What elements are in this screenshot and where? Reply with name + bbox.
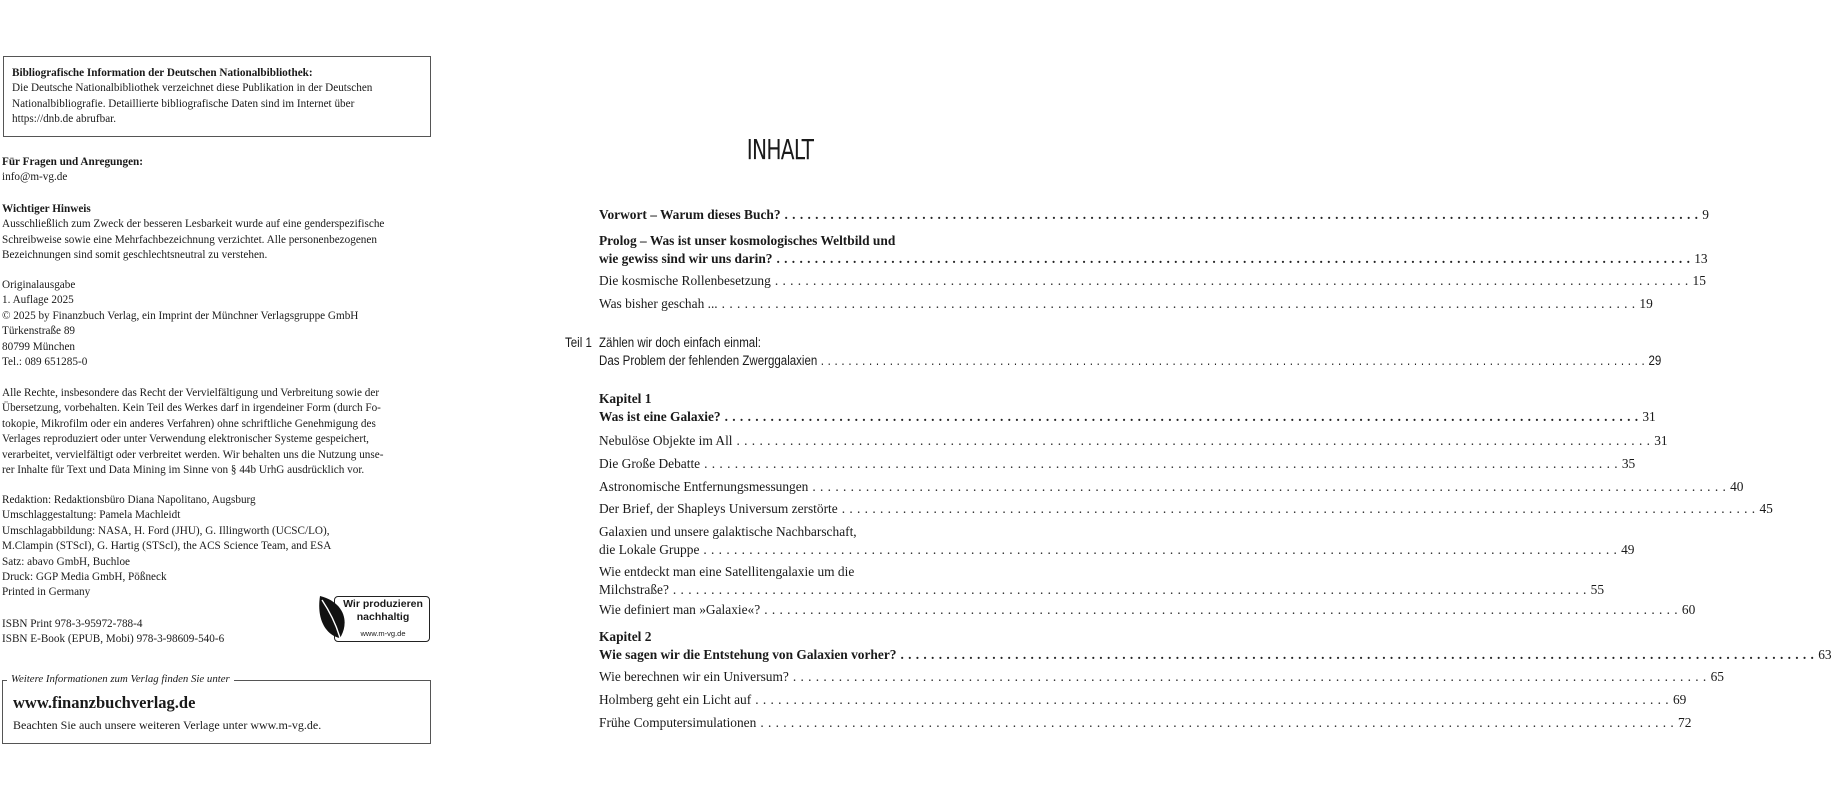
toc-entry-title: Holmberg geht ein Licht auf <box>599 691 755 709</box>
toc-page-number: 15 <box>1692 273 1706 288</box>
leader-dots: ........................................................................................................................ <box>755 692 1673 707</box>
toc-entry-title: Wie sagen wir die Entstehung von Galaxien vorher? <box>599 646 900 664</box>
publisher-note: Beachten Sie auch unsere weiteren Verlage unter www.m-vg.de. <box>13 718 322 732</box>
toc-title: INHALT <box>746 133 814 166</box>
toc-entry-title: Was bisher geschah ... <box>599 295 722 313</box>
isbn-line: ISBN E-Book (EPUB, Mobi) 978-3-98609-540-6 <box>2 633 225 646</box>
credits-line: Printed in Germany <box>2 586 91 599</box>
toc-entry[interactable] <box>599 390 1656 426</box>
questions-heading: Für Fragen und Anregungen: <box>2 156 144 168</box>
rights-line: verarbeitet, vervielfältigt oder verbreitet werden. Wir behalten uns die Nutzung unse- <box>2 448 384 461</box>
toc-page-number: 63 <box>1818 647 1832 662</box>
leader-dots: ........................................................................................................................ <box>724 409 1643 424</box>
credits-block <box>2 493 434 601</box>
badge-title: Wir produzieren nachhaltig <box>343 598 423 623</box>
toc-page-number: 49 <box>1621 542 1635 557</box>
rights-block <box>2 386 434 478</box>
edition-line: 80799 München <box>2 340 76 353</box>
toc-page-number: 60 <box>1681 602 1696 617</box>
toc-page-number: 13 <box>1694 251 1708 266</box>
leader-dots: ........................................................................................................................ <box>672 582 1591 597</box>
toc-page-number: 55 <box>1590 582 1605 597</box>
isbn-line: ISBN Print 978-3-95972-788-4 <box>2 618 143 630</box>
toc-entry-title: Die kosmische Rollenbesetzung <box>599 272 775 290</box>
publisher-web-box <box>2 673 431 744</box>
leader-dots: ........................................................................................................................ <box>820 353 1649 368</box>
toc-page-number: 31 <box>1642 409 1656 424</box>
toc-page-number: 31 <box>1654 433 1668 448</box>
toc-entry-title: Astronomische Entfernungsmessungen <box>599 478 812 496</box>
toc-entry[interactable] <box>599 563 1605 599</box>
toc-entry-title: die Lokale Gruppe <box>599 541 703 559</box>
leader-dots: ........................................................................................................................ <box>721 296 1640 311</box>
leader-dots: ........................................................................................................................ <box>736 433 1655 448</box>
toc-entry[interactable] <box>599 714 1692 732</box>
toc-entry-title: Was ist eine Galaxie? <box>599 408 725 426</box>
part-label: Teil 1 <box>565 335 592 350</box>
toc-entry-title: Kapitel 1 <box>599 390 655 408</box>
biblio-line: Nationalbibliografie. Detaillierte bibliografische Daten sind im Internet über <box>12 97 355 110</box>
toc-page-number: 72 <box>1678 715 1692 730</box>
edition-block <box>2 278 434 370</box>
hint-block <box>2 202 434 264</box>
toc-entry-title: Vorwort – Warum dieses Buch? <box>599 206 785 224</box>
toc-entry-title: Galaxien und unsere galaktische Nachbarschaft, <box>599 523 861 541</box>
toc-entry[interactable] <box>599 232 1708 268</box>
toc-page-number: 35 <box>1621 456 1636 471</box>
leader-dots: ........................................................................................................................ <box>760 715 1679 730</box>
toc-page-number: 65 <box>1710 669 1724 684</box>
toc-page-number: 45 <box>1759 501 1773 516</box>
toc-entry-title: Milchstraße? <box>599 581 673 599</box>
credits-line: Satz: abavo GmbH, Buchloe <box>2 555 131 568</box>
leader-dots: ........................................................................................................................ <box>812 479 1731 494</box>
credits-line: Redaktion: Redaktionsbüro Diana Napolitano, Augsburg <box>2 494 256 506</box>
toc-entry-title: Wie berechnen wir ein Universum? <box>599 668 793 686</box>
toc-entry[interactable] <box>599 628 1832 664</box>
rights-line: Verlages reproduziert oder unter Verwendung elektronischer Systeme gespeichert, <box>2 433 369 446</box>
toc-entry-title: Prolog – Was ist unser kosmologisches Weltbild und <box>599 232 899 250</box>
toc-entry[interactable] <box>599 295 1653 313</box>
toc-entry[interactable] <box>599 272 1706 290</box>
toc-entry[interactable] <box>599 500 1773 518</box>
credits-line: M.Clampin (STScI), G. Hartig (STScI), the ACS Science Team, and ESA <box>2 540 332 553</box>
leader-dots: ........................................................................................................................ <box>774 273 1693 288</box>
toc-entry-title: Die Große Debatte <box>599 455 704 473</box>
toc-entry[interactable] <box>599 455 1636 473</box>
credits-line: Umschlagabbildung: NASA, H. Ford (JHU), G. Illingworth (UCSC/LO), <box>2 524 330 537</box>
edition-line: © 2025 by Finanzbuch Verlag, ein Imprint der Münchner Verlagsgruppe GmbH <box>2 309 359 322</box>
hint-heading: Wichtiger Hinweis <box>2 203 91 215</box>
leader-dots: ........................................................................................................................ <box>704 456 1622 471</box>
leader-dots: ........................................................................................................................ <box>792 669 1711 684</box>
badge-url: www.m-vg.de <box>360 629 406 638</box>
toc-page-number: 69 <box>1672 692 1687 707</box>
edition-line: Originalausgabe <box>2 279 76 291</box>
leader-dots: ........................................................................................................................ <box>900 647 1819 662</box>
toc-entry[interactable] <box>599 523 1635 559</box>
toc-entry-title: Nebulöse Objekte im All <box>599 432 737 450</box>
toc-entry[interactable] <box>599 334 1662 370</box>
rights-line: rer Inhalte für Text und Data Mining im Sinne von § 44b UrhG ausdrücklich vor. <box>2 464 365 477</box>
toc-entry[interactable] <box>599 601 1696 619</box>
toc-entry-title: Kapitel 2 <box>599 628 655 646</box>
toc-entry[interactable] <box>599 668 1724 686</box>
leader-dots: ........................................................................................................................ <box>776 251 1695 266</box>
questions-block <box>2 155 434 186</box>
rights-line: Alle Rechte, insbesondere das Recht der Vervielfältigung und Verbreitung sowie der <box>2 387 380 399</box>
edition-line: Tel.: 089 651285-0 <box>2 356 88 369</box>
rights-line: tokopie, Mikrofilm oder ein anderes Verfahren) ohne schriftliche Genehmigung des <box>2 417 376 430</box>
toc-page-number: 29 <box>1648 353 1662 368</box>
toc-entry-title: Frühe Computersimulationen <box>599 714 760 732</box>
toc-entry[interactable] <box>599 691 1687 709</box>
leader-dots: ........................................................................................................................ <box>841 501 1760 516</box>
leader-dots: ........................................................................................................................ <box>764 602 1682 617</box>
toc-entry-title: Zählen wir doch einfach einmal: <box>599 334 764 352</box>
hint-line: Ausschließlich zum Zweck der besseren Lesbarkeit wurde auf eine genderspezifische <box>2 218 385 231</box>
biblio-line: https://dnb.de abrufbar. <box>12 113 117 126</box>
toc-entry-title: wie gewiss sind wir uns darin? <box>599 250 777 268</box>
rights-line: Übersetzung, vorbehalten. Kein Teil des Werkes darf in irgendeiner Form (durch Fo- <box>2 402 381 415</box>
sustainability-badge <box>316 592 430 644</box>
toc-page-number: 40 <box>1730 479 1744 494</box>
edition-line: Türkenstraße 89 <box>2 325 76 338</box>
edition-line: 1. Auflage 2025 <box>2 294 74 307</box>
leader-dots: ........................................................................................................................ <box>784 207 1703 222</box>
toc-entry-title: Der Brief, der Shapleys Universum zerstörte <box>599 500 842 518</box>
toc-entry-title: Wie entdeckt man eine Satellitengalaxie um die <box>599 563 858 581</box>
hint-line: Bezeichnungen sind somit geschlechtsneutral zu verstehen. <box>2 249 268 262</box>
toc-entry[interactable] <box>599 478 1744 496</box>
toc-entry[interactable] <box>599 432 1668 450</box>
hint-line: Schreibweise sowie eine Mehrfachbezeichnung verzichtet. Alle personenbezogenen <box>2 233 377 246</box>
toc-entry-title: Wie definiert man »Galaxie«? <box>599 601 764 619</box>
toc-entry[interactable] <box>599 206 1709 224</box>
web-legend: Weitere Informationen zum Verlag finden Sie unter <box>7 672 234 687</box>
toc-entry-title: Das Problem der fehlenden Zwerggalaxien <box>599 352 821 370</box>
publisher-url[interactable]: www.finanzbuchverlag.de <box>13 693 196 712</box>
toc-page-number: 9 <box>1702 207 1709 222</box>
biblio-line: Die Deutsche Nationalbibliothek verzeichnet diese Publikation in der Deutschen <box>12 82 373 95</box>
biblio-heading: Bibliografische Information der Deutschen Nationalbibliothek: <box>12 67 313 79</box>
credits-line: Umschlaggestaltung: Pamela Machleidt <box>2 509 181 522</box>
bibliographic-info-box <box>3 56 431 137</box>
credits-line: Druck: GGP Media GmbH, Pößneck <box>2 571 167 584</box>
leader-dots: ........................................................................................................................ <box>703 542 1622 557</box>
questions-email: info@m-vg.de <box>2 171 68 184</box>
toc-page-number: 19 <box>1639 296 1653 311</box>
